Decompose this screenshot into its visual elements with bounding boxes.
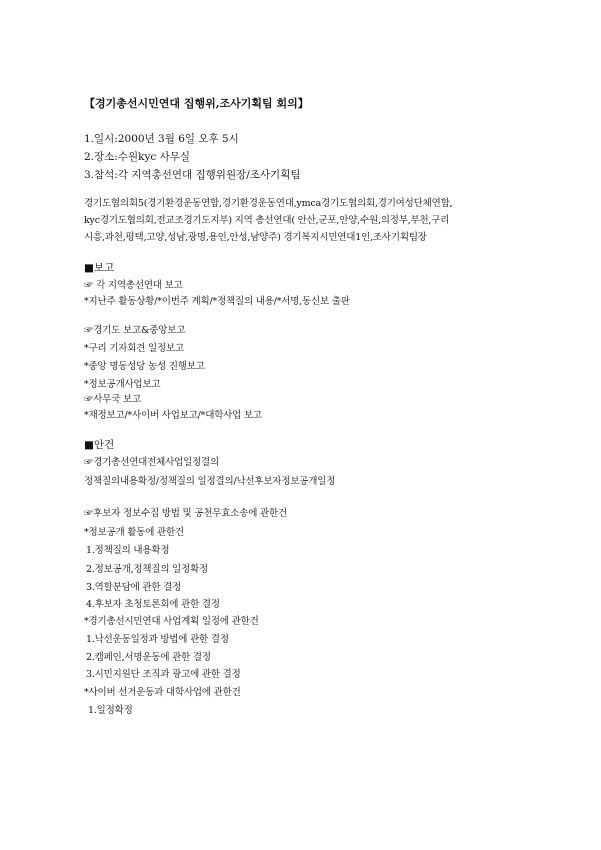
report-line: ☞사무국 보고 [84, 394, 142, 405]
agenda-line: 2.정보공개,정책질의 일정확정 [86, 564, 209, 575]
agenda-line: 1.낙선운동일정과 방법에 관한 결정 [86, 634, 229, 645]
report-heading: ■보고 [84, 262, 115, 274]
report-line: ☞경기도 보고&중앙보고 [84, 325, 186, 336]
agenda-line: *경기총선시민연대 사업계획 일정에 관한건 [84, 616, 259, 627]
attendee-list-line: kyc경기도협의회,전교조경기도지부) 지역 총선연대( 안산,군포,안양,수원,의정부,부천,구리 [84, 215, 450, 226]
agenda-line: 정책질의내용확정/정책질의 일정결의/낙선후보자정보공개일정 [84, 476, 336, 487]
report-line: *구리 기자회견 일정보고 [84, 343, 184, 354]
agenda-line: 2.캠페인,서명운동에 관한 결정 [86, 652, 211, 663]
report-line: *중앙 명동성당 농성 진행보고 [84, 361, 205, 372]
agenda-line: *사이버 선거운동과 대학사업에 관한건 [84, 687, 241, 698]
meeting-place: 2.장소:수원kyc 사무실 [84, 151, 191, 163]
agenda-line: ☞경기총선연대전체사업일정결의 [84, 457, 219, 468]
attendee-list-line: 경기도협의회5(경기환경운동연합,경기환경운동연대,ymca경기도협의회,경기여성단체연합, [84, 198, 453, 209]
meeting-date: 1.일시:2000년 3월 6일 오후 5시 [84, 133, 239, 145]
agenda-line: 4.후보자 초청토론회에 관한 결정 [86, 599, 220, 610]
agenda-heading: ■안건 [84, 439, 115, 451]
agenda-line: *정보공개 활동에 관한건 [84, 527, 184, 538]
agenda-line: ☞후보자 정보수집 방법 및 공천무효소송에 관한건 [84, 508, 287, 519]
agenda-line: 3.역할분담에 관한 결정 [86, 582, 182, 593]
report-line: *정보공개사업보고 [84, 379, 161, 390]
report-line: *재정보고/*사이버 사업보고/*대학사업 보고 [84, 410, 262, 421]
agenda-line: 1.일정확정 [88, 705, 133, 716]
report-line: *지난주 활동상황/*이번주 계획/*정책질의 내용/*서명,동신보 출판 [84, 296, 350, 307]
agenda-line: 1.정책질의 내용확정 [86, 545, 170, 556]
attendee-list-line: 시흥,과천,평택,고양,성남,광명,용인,안성,남양주) 경기복지시민연대1인,조사기획팀장 [84, 232, 427, 243]
report-line: ☞ 각 지역총선연대 보고 [84, 280, 183, 291]
meeting-attendees: 3.참석:각 지역총선연대 집행위원장/조사기획팀 [84, 169, 301, 181]
document-title: 【경기총선시민연대 집행위,조사기획팀 회의】 [84, 97, 309, 110]
agenda-line: 3.시민지원단 조직과 광고에 관한 결정 [86, 669, 241, 680]
